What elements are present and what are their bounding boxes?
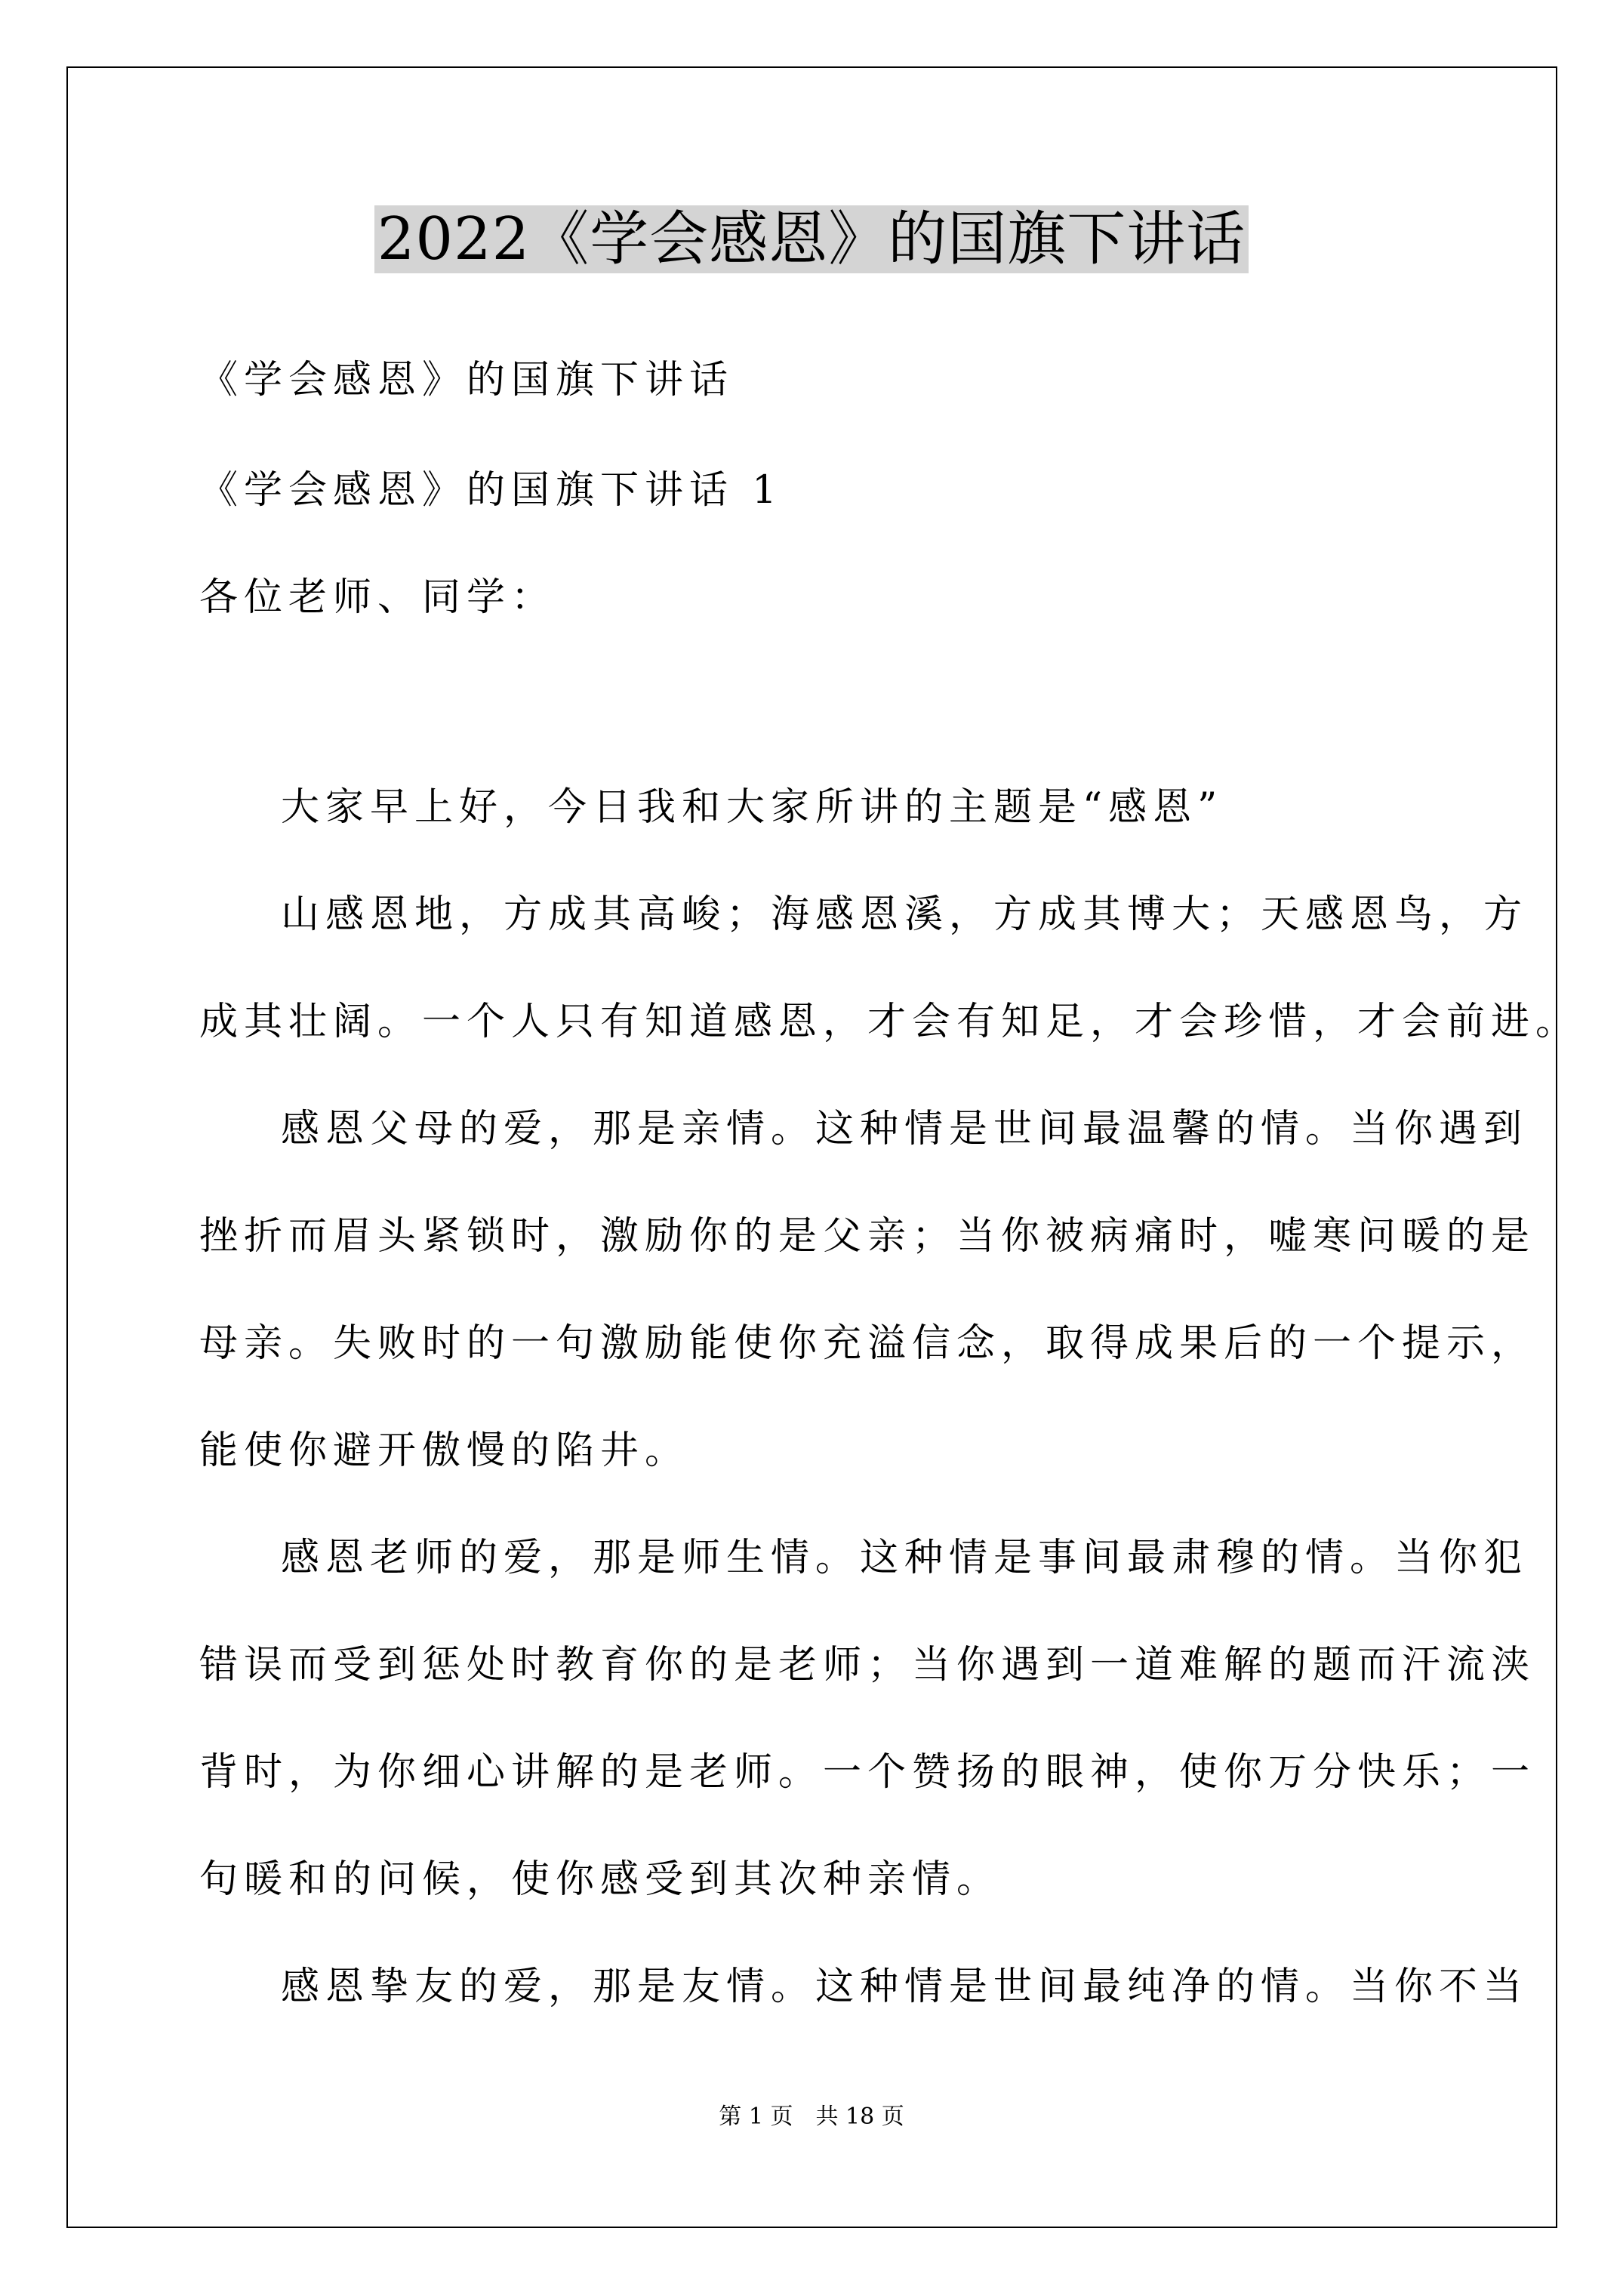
body-line: 感恩父母的爱，那是亲情。这种情是世间最温馨的情。当你遇到: [281, 1107, 1529, 1151]
body-line: 母亲。失败时的一句激励能使你充溢信念，取得成果后的一个提示，: [199, 1321, 1536, 1366]
body-line: 句暖和的问候，使你感受到其次种亲情。: [199, 1857, 1002, 1902]
body-line: 成其壮阔。一个人只有知道感恩，才会有知足，才会珍惜，才会前进。: [199, 1000, 1581, 1044]
body-line: 能使你避开傲慢的陷井。: [199, 1428, 690, 1473]
document-title: [0, 198, 1623, 281]
body-line: 挫折而眉头紧锁时，激励你的是父亲；当你被病痛时，嘘寒问暖的是: [199, 1214, 1536, 1259]
body-line: 错误而受到惩处时教育你的是老师；当你遇到一道难解的题而汗流浃: [199, 1643, 1536, 1687]
body-line: 背时，为你细心讲解的是老师。一个赞扬的眼神，使你万分快乐；一: [199, 1750, 1536, 1795]
body-line: 《学会感恩》的国旗下讲话: [199, 358, 735, 402]
body-line: 各位老师、同学：: [199, 575, 556, 620]
body-line: 《学会感恩》的国旗下讲话 1: [199, 468, 783, 513]
page-number: 第 1 页 共 18 页: [719, 2103, 904, 2130]
document-title-text: 2022《学会感恩》的国旗下讲话: [374, 205, 1249, 273]
body-line: 山感恩地，方成其高峻；海感恩溪，方成其博大；天感恩鸟，方: [281, 892, 1529, 937]
body-line: 感恩挚友的爱，那是友情。这种情是世间最纯净的情。当你不当: [281, 1965, 1529, 2009]
body-line: 大家早上好，今日我和大家所讲的主题是“感恩”: [281, 785, 1224, 830]
body-line: 感恩老师的爱，那是师生情。这种情是事间最肃穆的情。当你犯: [281, 1536, 1529, 1580]
